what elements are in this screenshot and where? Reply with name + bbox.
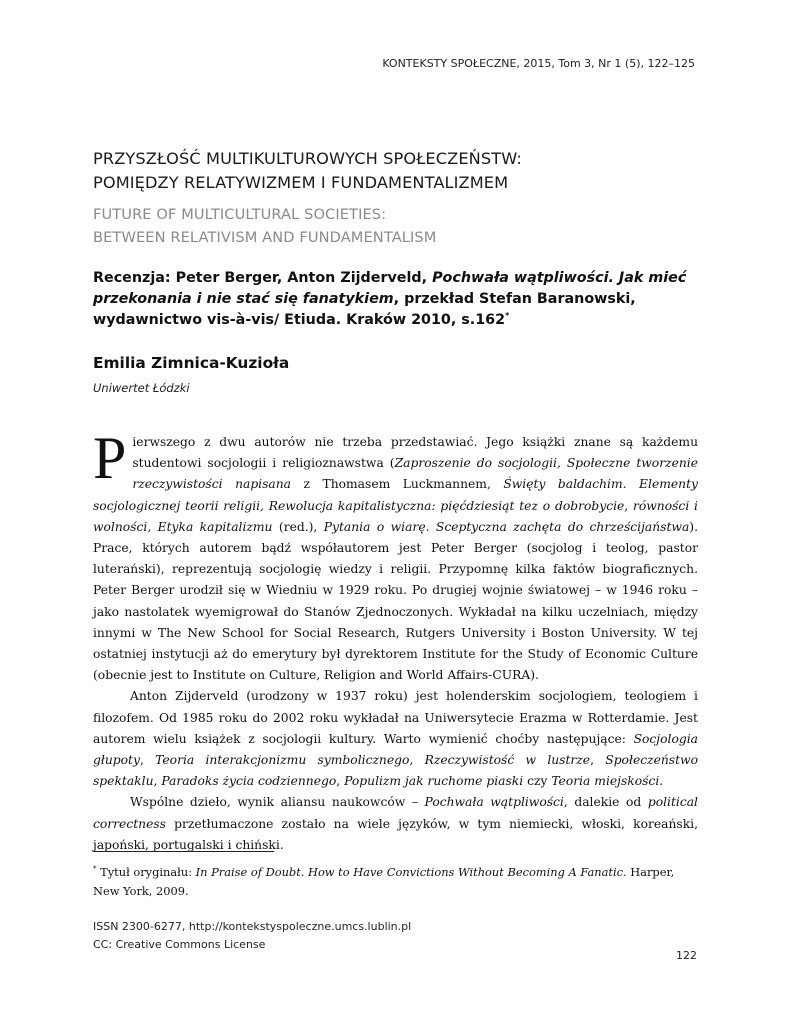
- page-number: 122: [676, 949, 697, 962]
- license-line: CC: Creative Commons License: [93, 937, 266, 951]
- article-title-english: [93, 203, 713, 249]
- title-pl-line-2: POMIĘDZY RELATYWIZMEM I FUNDAMENTALIZMEM: [93, 172, 509, 192]
- issn-line: ISSN 2300-6277, http://kontekstyspoleczne.umcs.lublin.pl: [93, 920, 412, 933]
- footnote-lead: Tytuł oryginału:: [96, 865, 196, 879]
- paragraph-3: [93, 792, 698, 856]
- text-run: , dalekie od: [563, 795, 648, 810]
- review-prefix: Recenzja: Peter Berger, Anton Zijderveld,: [93, 270, 433, 286]
- footnote-mark: *: [93, 865, 97, 874]
- italic-run: Teoria miejskości: [551, 774, 660, 789]
- article-body: [93, 425, 698, 856]
- text-run: .: [659, 774, 664, 789]
- review-book-title: Pochwała wątpliwości. Jak mieć przekonania i nie stać się fanatykiem: [93, 270, 687, 307]
- review-footnote-mark: *: [505, 311, 510, 321]
- italic-run: Populizm jak ruchome piaski: [344, 774, 524, 789]
- footnote: [93, 863, 698, 900]
- text-run: Anton Zijderveld (urodzony w 1937 roku) jest holenderskim socjologiem, teologiem i filozofem. Od 1985 roku do 2002 roku wykładał na Uniwersytecie Erazma w Rotterdamie. Jest autorem wielu książek z socjologii kultury. Warto wymienić choćby następujące:: [93, 689, 698, 746]
- review-heading: [93, 268, 703, 331]
- paragraph-1: [93, 425, 698, 686]
- italic-run: Pytania o wiarę. Sceptyczna zachęta do chrześcijaństwa: [323, 519, 690, 534]
- text-run: Wspólne dzieło, wynik aliansu naukowców –: [130, 795, 425, 810]
- text-run: ,: [409, 753, 425, 768]
- italic-run: Socjologia głupoty: [93, 731, 698, 768]
- article-title-polish: [93, 147, 713, 194]
- journal-reference: KONTEKSTY SPOŁECZNE, 2015, Tom 3, Nr 1 (5), 122–125: [382, 57, 695, 70]
- author-name: Emilia Zimnica-Kuzioła: [93, 354, 290, 372]
- review-suffix: , przekład Stefan Baranowski, wydawnictwo vis-à-vis/ Etiuda. Kraków 2010, s.162: [93, 291, 636, 328]
- text-run: ,: [139, 753, 156, 768]
- text-run: przetłumaczone zostało na wiele języków, w tym niemiecki, włoski, koreański, japoński, portugalski i chiński.: [93, 816, 698, 852]
- text-run: z Thomasem Luckmannem,: [291, 477, 504, 492]
- title-en-line-1: FUTURE OF MULTICULTURAL SOCIETIES:: [93, 206, 387, 223]
- footnote-divider: [93, 851, 274, 852]
- italic-run: Święty baldachim. Elementy socjologicznej teorii religii, Rewolucja kapitalistyczna: pięćdziesiąt tez o dobrobycie, równości i wolności, Etyka kapitalizmu: [93, 477, 698, 534]
- title-pl-line-1: PRZYSZŁOŚĆ MULTIKULTUROWYCH SPOŁECZEŃSTW:: [93, 149, 522, 168]
- italic-run: Pochwała wątpliwości: [424, 795, 564, 810]
- publication-info: [93, 918, 411, 953]
- drop-cap: P: [93, 425, 127, 491]
- title-en-line-2: BETWEEN RELATIVISM AND FUNDAMENTALISM: [93, 229, 437, 246]
- text-run: ,: [590, 753, 606, 768]
- paragraph-2: [93, 686, 698, 792]
- text-run: ,: [153, 774, 162, 789]
- italic-run: Rzeczywistość w lustrze: [424, 753, 591, 768]
- text-run: czy: [523, 774, 552, 789]
- footnote-title: In Praise of Doubt. How to Have Convictions Without Becoming A Fanatic: [195, 865, 623, 879]
- text-run: ,: [336, 774, 345, 789]
- italic-run: Zaproszenie do socjologii, Społeczne tworzenie rzeczywistości napisana: [132, 456, 698, 492]
- author-affiliation: Uniwertet Łódzki: [93, 381, 190, 395]
- footnote-tail: . Harper, New York, 2009.: [93, 865, 675, 898]
- italic-run: Paradoks życia codziennego: [161, 774, 337, 789]
- italic-run: Społeczeństwo spektaklu: [93, 753, 698, 789]
- text-run: (red.),: [272, 519, 324, 534]
- italic-run: political correctness: [93, 795, 698, 831]
- italic-run: Teoria interakcjonizmu symbolicznego: [155, 753, 410, 768]
- text-run: ierwszego z dwu autorów nie trzeba przedstawiać. Jego książki znane są każdemu studentowi socjologii i religioznawstwa (: [132, 435, 698, 471]
- text-run: ). Prace, których autorem bądź współautorem jest Peter Berger (socjolog i teolog, pastor luterański), reprezentują socjologię wiedzy i religii. Przypomnę kilka faktów biograficznych. Peter Berger urodził się w Wiedniu w 1929 roku. Po drugiej wojnie światowej – w 1946 roku – jako nastolatek wyemigrował do Stanów Zjednoczonych. Wykładał na kilku uczelniach, między innymi w The New School for Social Research, Rutgers University i Boston University. W tej ostatniej instytucji aż do emerytury był dyrektorem Institute for the Study of Economic Culture (obecnie jest to Institute on Culture, Religion and World Affairs-CURA).: [93, 519, 698, 683]
